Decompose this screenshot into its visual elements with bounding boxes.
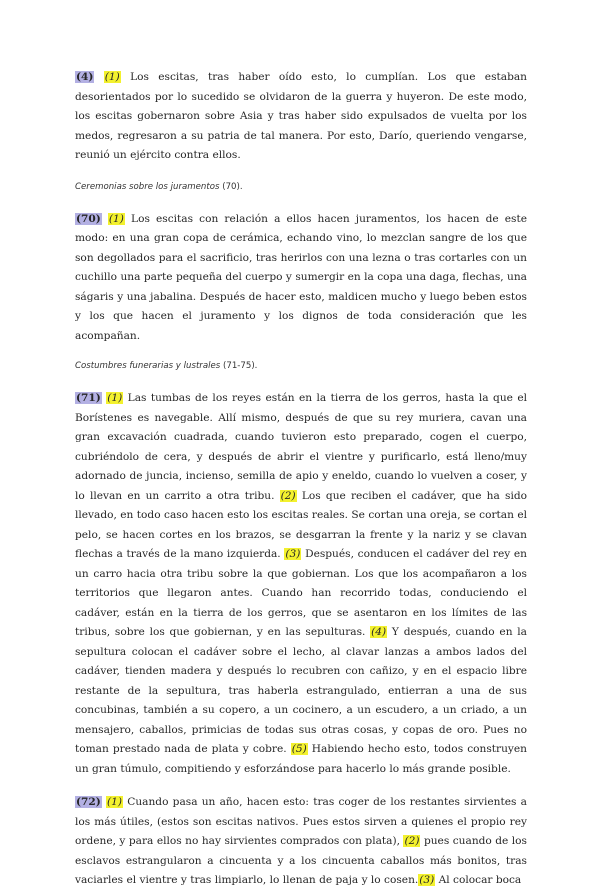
paragraph-text: Las tumbas de los reyes están en la tierra de los gerros, hasta la que el Borístenes es navegable. Allí mismo, después de que su rey muriera, cavan una gran excavación cuadrada, cuando tuvieron esto preparado, cogen el cuerpo, cubriéndolo de cera, y después de abrir el vientre y purificarlo, está lleno/muy adornado de juncia, incienso, semilla de apio y eneldo, cuando lo vuelven a coser, y lo llevan en un carrito a otra tribu. — [75, 392, 528, 502]
paragraph-section-72 — [75, 793, 527, 891]
subsection-number-badge: (4) — [371, 626, 387, 638]
paragraph-text: Los que reciben el cadáver, que ha sido llevado, en todo caso hacen esto los escitas reales. Se cortan una oreja, se cortan el pelo, se hacen cortes en los brazos, se desgarran la frente y la nariz y se clavan flechas a través de la mano izquierda. — [75, 489, 528, 560]
paragraph-text: Cuando pasa un año, hacen esto: tras coger de los restantes sirvientes a los más útiles, (estos son escitas nativos. Pues estos sirven a quienes el propio rey ordene, y para ellos no hay sirvientes comprados con plata), — [75, 796, 527, 847]
caption-title: Costumbres funerarias y lustrales — [75, 361, 221, 371]
paragraph-text: Los escitas con relación a ellos hacen juramentos, los hacen de este modo: en una gran copa de cerámica, echando vino, lo mezclan sangre de los que son degollados para el sacrificio, tras herirlos con una lezna o tras cortarles con un cuchillo una parte pequeña del cuerpo y sumergir en la copa una daga, flechas, una ságaris y una jabalina. Después de hacer esto, maldicen mucho y luego beben estos y los que hacen el juramento y los dignos de toda consideración que les acompañan. — [75, 212, 527, 342]
subsection-number-badge: (1) — [108, 212, 124, 225]
section-number-badge: (4) — [76, 71, 94, 83]
paragraph-text: Y después, cuando en la sepultura colocan el cadáver sobre el lecho, al clavar lanzas a ambos lados del cadáver, tienden madera y después lo recubren con cañizo, y en el espacio libre restante de la sepultura, tras haberla estrangulado, entierran a una de sus concubinas, también a su copero, a un cocinero, a un escudero, a un criado, a un mensajero, caballos, primicias de todas sus otras cosas, y copas de oro. Pues no toman prestado nada de plata y cobre. — [75, 626, 527, 755]
subsection-number-badge: (2) — [404, 835, 420, 847]
subsection-number-badge: (1) — [107, 392, 123, 404]
paragraph-text: pues cuando de los esclavos estrangularon a cincuenta y a los cincuenta caballos más bonitos, tras vaciarles el vientre y tras limpiarlo, lo llenan de paja y lo cosen. — [75, 835, 527, 886]
caption-title: Ceremonias sobre los juramentos — [75, 181, 220, 192]
paragraph-text: Los escitas, tras haber oído esto, lo cumplían. Los que estaban desorientados por lo sucedido se olvidaron de la guerra y huyeron. De este modo, los escitas gobernaron sobre Asia y tras haber sido expulsados de vuelta por los medos, regresaron a su patria de tal manera. Por esto, Darío, queriendo vengarse, reunió un ejército contra ellos. — [75, 71, 528, 161]
paragraph-text: Después, conducen el cadáver del rey en un carro hacia otra tribu sobre la que gobiernan. Los que los acompañaron a los territorios que llegaron antes. Cuando han recorrido todas, conduciendo el cadáver, están en la tierra de los gerros, que se asentaron en los límites de las tribus, sobre los que gobiernan, y en las sepulturas. — [75, 548, 528, 638]
paragraph-section-4 — [75, 68, 527, 166]
caption-ref: (70). — [219, 181, 243, 192]
section-number-badge: (72) — [76, 796, 101, 808]
subsection-number-badge: (3) — [419, 874, 435, 886]
section-number-badge: (70) — [76, 212, 101, 225]
paragraph-text: Al colocar boca — [435, 874, 522, 886]
section-caption — [75, 360, 527, 372]
paragraph-section-71 — [75, 389, 527, 779]
subsection-number-badge: (1) — [107, 796, 123, 808]
subsection-number-badge: (1) — [104, 71, 120, 83]
paragraph-text: Habiendo hecho esto, todos construyen un gran túmulo, compitiendo y esforzándose para hacerlo lo más grande posible. — [75, 743, 527, 775]
section-number-badge: (71) — [76, 392, 101, 404]
paragraph-spacer — [75, 779, 527, 793]
section-caption — [75, 181, 527, 193]
paragraph-section-70 — [75, 210, 527, 347]
subsection-number-badge: (5) — [291, 743, 307, 755]
subsection-number-badge: (2) — [280, 489, 296, 502]
document-page — [75, 68, 527, 891]
caption-ref: (71-75). — [220, 361, 258, 371]
subsection-number-badge: (3) — [285, 548, 301, 560]
